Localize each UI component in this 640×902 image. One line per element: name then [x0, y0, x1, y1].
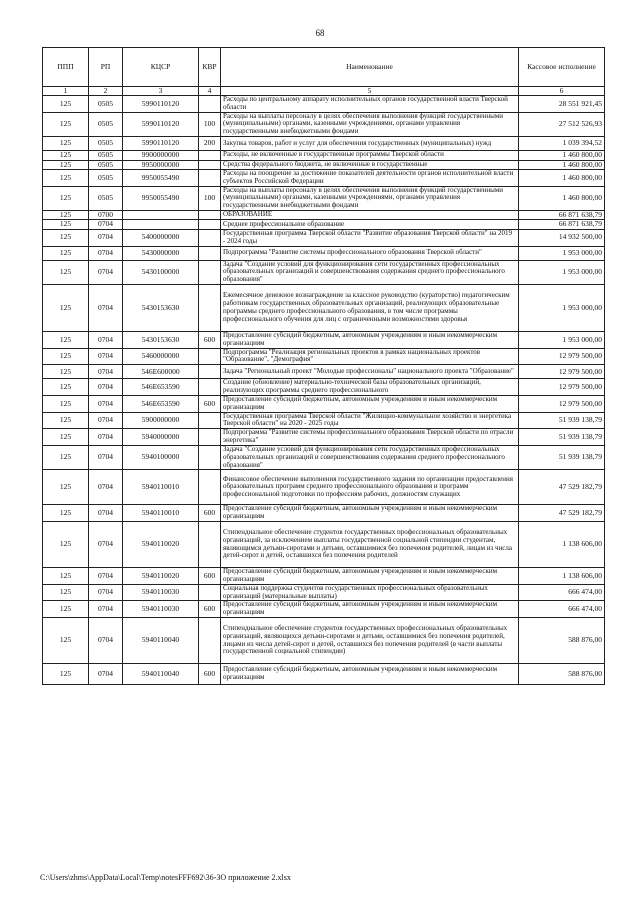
cell-name: Социальная поддержка студентов государственных профессиональных образовательных организаций (материальные выплаты) [221, 584, 519, 601]
cell-kcsr: 5900000000 [123, 412, 199, 429]
cell-ppp: 125 [43, 186, 89, 210]
table-row [43, 365, 605, 379]
cell-rp: 0700 [89, 211, 123, 220]
cell-name: Стипендиальное обеспечение студентов государственных профессиональных образовательных организаций, являющихся детьми-сиротами и детьми, оставшимися без попечения родителей, лицами из числа детей-сирот и детей, оставшихся без попечения родителей (в части выплаты государственной социальной стипендии) [221, 618, 519, 664]
table-row [43, 151, 605, 160]
table-row [43, 568, 605, 585]
cell-rp: 0505 [89, 112, 123, 136]
cell-name: Предоставление субсидий бюджетным, автономным учреждениям и иным некоммерческим организациям [221, 331, 519, 348]
cell-rp: 0704 [89, 664, 123, 685]
cell-name: Среднее профессиональное образование [221, 220, 519, 229]
cell-rp: 0704 [89, 229, 123, 246]
cell-amount: 1 460 800,00 [519, 186, 605, 210]
table-row [43, 112, 605, 136]
cell-kvr: 200 [199, 137, 221, 151]
cell-rp: 0505 [89, 137, 123, 151]
file-path-footer: C:\Users\zhms\AppData\Local\Temp\notesFFF692\36-ЗО приложение 2.xlsx [40, 873, 291, 882]
cell-amount: 51 939 138,79 [519, 445, 605, 469]
cell-amount: 1 138 606,00 [519, 522, 605, 568]
cell-kvr: 600 [199, 505, 221, 522]
cell-kcsr: 5940110040 [123, 618, 199, 664]
cell-name: Ежемесячное денежное вознаграждение за классное руководство (кураторство) педагогическим работникам государственных образовательных организаций, реализующих образовательные программы среднего профессионального образования, в том числе программы профессионального обучения для лиц с ограниченными возможностями здоровья [221, 284, 519, 331]
table-row [43, 470, 605, 505]
cell-ppp: 125 [43, 137, 89, 151]
cell-kcsr: 5940110020 [123, 568, 199, 585]
cell-amount: 1 953 000,00 [519, 260, 605, 284]
cell-ppp: 125 [43, 395, 89, 412]
cell-rp: 0704 [89, 445, 123, 469]
col-header-name: Наименование [221, 48, 519, 87]
cell-rp: 0505 [89, 169, 123, 186]
budget-execution-table [42, 47, 605, 685]
page-number: 68 [315, 28, 325, 38]
col-header-kvr: КВР [199, 48, 221, 87]
table-row [43, 229, 605, 246]
cell-kvr [199, 618, 221, 664]
table-row [43, 348, 605, 365]
cell-ppp: 125 [43, 522, 89, 568]
cell-name: Подпрограмма "Развитие системы профессионального образования Тверской области по отрасли энергетика" [221, 429, 519, 446]
cell-kvr: 600 [199, 331, 221, 348]
col-header-amount: Кассовое исполнение [519, 48, 605, 87]
cell-kvr [199, 470, 221, 505]
cell-ppp: 125 [43, 211, 89, 220]
cell-amount: 12 979 500,00 [519, 365, 605, 379]
table-row [43, 505, 605, 522]
cell-kvr [199, 584, 221, 601]
cell-kvr: 600 [199, 568, 221, 585]
cell-kvr [199, 160, 221, 169]
table-row [43, 186, 605, 210]
cell-rp: 0704 [89, 584, 123, 601]
index-cell: 5 [221, 87, 519, 96]
cell-ppp: 125 [43, 169, 89, 186]
cell-amount: 51 939 138,79 [519, 412, 605, 429]
cell-amount: 1 138 606,00 [519, 568, 605, 585]
cell-ppp: 125 [43, 229, 89, 246]
cell-name: Государственная программа Тверской области "Жилищно-коммунальное хозяйство и энергетика Тверской области" на 2020 - 2025 годы [221, 412, 519, 429]
cell-amount: 47 529 182,79 [519, 505, 605, 522]
cell-amount: 1 953 000,00 [519, 246, 605, 260]
cell-kvr [199, 229, 221, 246]
cell-kvr [199, 211, 221, 220]
cell-ppp: 125 [43, 601, 89, 618]
cell-kcsr: 546E653590 [123, 379, 199, 396]
cell-kcsr: 5990110120 [123, 112, 199, 136]
cell-amount: 14 932 500,00 [519, 229, 605, 246]
cell-ppp: 125 [43, 379, 89, 396]
cell-rp: 0704 [89, 429, 123, 446]
cell-amount: 1 460 800,00 [519, 169, 605, 186]
cell-amount: 1 460 800,00 [519, 151, 605, 160]
cell-ppp: 125 [43, 284, 89, 331]
table-row [43, 160, 605, 169]
cell-rp: 0704 [89, 522, 123, 568]
cell-rp: 0704 [89, 348, 123, 365]
cell-rp: 0704 [89, 395, 123, 412]
cell-amount: 27 512 526,93 [519, 112, 605, 136]
cell-amount: 28 551 921,45 [519, 96, 605, 113]
cell-amount: 1 953 000,00 [519, 284, 605, 331]
cell-kcsr: 546E600000 [123, 365, 199, 379]
cell-kcsr: 9950000000 [123, 160, 199, 169]
table-row [43, 412, 605, 429]
cell-kvr: 100 [199, 112, 221, 136]
cell-kcsr: 5460000000 [123, 348, 199, 365]
cell-kcsr: 5940110030 [123, 584, 199, 601]
cell-kcsr: 9950055490 [123, 169, 199, 186]
table-row [43, 445, 605, 469]
cell-rp: 0704 [89, 379, 123, 396]
column-index-row [43, 87, 605, 96]
cell-ppp: 125 [43, 584, 89, 601]
cell-amount: 1 953 000,00 [519, 331, 605, 348]
cell-kvr [199, 96, 221, 113]
col-header-ppp: ППП [43, 48, 89, 87]
table-row [43, 618, 605, 664]
cell-name: Финансовое обеспечение выполнения государственного задания по организации предоставления образовательных программ среднего профессионального образования и программ профессиональной подготовки по профессиям рабочих, должностям служащих [221, 470, 519, 505]
cell-name: Расходы на выплаты персоналу в целях обеспечения выполнения функций государственными (муниципальными) органами, казенными учреждениями, органами управления государственными внебюджетными фондами [221, 186, 519, 210]
cell-kvr: 600 [199, 395, 221, 412]
cell-name: Расходы по центральному аппарату исполнительных органов государственной власти Тверской области [221, 96, 519, 113]
table-row [43, 331, 605, 348]
cell-kcsr: 5990110120 [123, 96, 199, 113]
cell-amount: 666 474,00 [519, 601, 605, 618]
cell-ppp: 125 [43, 664, 89, 685]
cell-ppp: 125 [43, 260, 89, 284]
cell-name: Стипендиальное обеспечение студентов государственных профессиональных образовательных организаций, за исключением выплаты государственной социальной стипендии студентам, являющимся детьми-сиротами и детьми, оставшимися без попечения родителей, лицам из числа детей-сирот и детей, оставшихся без попечения родителей [221, 522, 519, 568]
cell-kvr [199, 284, 221, 331]
cell-name: Расходы на поощрение за достижение показателей деятельности органов исполнительной власти субъектов Российской Федерации [221, 169, 519, 186]
cell-name: Задача "Создание условий для функционирования сети государственных профессиональных образовательных организаций и совершенствования содержания среднего профессионального образования" [221, 445, 519, 469]
cell-rp: 0704 [89, 284, 123, 331]
cell-rp: 0704 [89, 505, 123, 522]
cell-kcsr: 5940110020 [123, 522, 199, 568]
cell-rp: 0704 [89, 601, 123, 618]
cell-rp: 0704 [89, 220, 123, 229]
col-header-kcsr: КЦСР [123, 48, 199, 87]
cell-kvr [199, 379, 221, 396]
cell-ppp: 125 [43, 412, 89, 429]
cell-kvr [199, 151, 221, 160]
cell-rp: 0704 [89, 618, 123, 664]
cell-kvr: 100 [199, 186, 221, 210]
table-row [43, 220, 605, 229]
table-row [43, 395, 605, 412]
cell-kcsr: 9900000000 [123, 151, 199, 160]
cell-ppp: 125 [43, 445, 89, 469]
cell-name: Предоставление субсидий бюджетным, автономным учреждениям и иным некоммерческим организациям [221, 601, 519, 618]
cell-ppp: 125 [43, 96, 89, 113]
table-row [43, 137, 605, 151]
cell-kvr [199, 169, 221, 186]
cell-ppp: 125 [43, 348, 89, 365]
cell-rp: 0704 [89, 568, 123, 585]
col-header-rp: РП [89, 48, 123, 87]
cell-kcsr: 9950055490 [123, 186, 199, 210]
cell-rp: 0704 [89, 470, 123, 505]
cell-kcsr: 5940000000 [123, 429, 199, 446]
index-cell: 6 [519, 87, 605, 96]
cell-name: Расходы, не включенные в государственные программы Тверской области [221, 151, 519, 160]
table-row [43, 522, 605, 568]
cell-kvr [199, 412, 221, 429]
cell-ppp: 125 [43, 331, 89, 348]
cell-name: Предоставление субсидий бюджетным, автономным учреждениям и иным некоммерческим организациям [221, 664, 519, 685]
cell-kvr [199, 260, 221, 284]
cell-rp: 0505 [89, 186, 123, 210]
cell-amount: 51 939 138,79 [519, 429, 605, 446]
table-row [43, 601, 605, 618]
cell-ppp: 125 [43, 246, 89, 260]
cell-name: Задача "Региональный проект "Молодые профессионалы" национального проекта "Образование" [221, 365, 519, 379]
cell-name: Предоставление субсидий бюджетным, автономным учреждениям и иным некоммерческим организациям [221, 395, 519, 412]
cell-kcsr: 5400000000 [123, 229, 199, 246]
index-cell: 1 [43, 87, 89, 96]
cell-amount: 1 460 800,00 [519, 160, 605, 169]
cell-ppp: 125 [43, 505, 89, 522]
cell-kcsr [123, 220, 199, 229]
cell-kcsr: 5430153630 [123, 284, 199, 331]
cell-name: Предоставление субсидий бюджетным, автономным учреждениям и иным некоммерческим организациям [221, 505, 519, 522]
cell-amount: 588 876,00 [519, 618, 605, 664]
table-row [43, 211, 605, 220]
cell-amount: 12 979 500,00 [519, 348, 605, 365]
cell-kvr: 600 [199, 664, 221, 685]
index-cell: 3 [123, 87, 199, 96]
cell-kvr [199, 429, 221, 446]
cell-kvr: 600 [199, 601, 221, 618]
cell-rp: 0704 [89, 260, 123, 284]
cell-amount: 666 474,00 [519, 584, 605, 601]
table-row [43, 246, 605, 260]
cell-kcsr: 5940100000 [123, 445, 199, 469]
cell-ppp: 125 [43, 568, 89, 585]
cell-kvr [199, 365, 221, 379]
header-row [43, 48, 605, 87]
cell-kcsr [123, 211, 199, 220]
cell-name: Подпрограмма "Развитие системы профессионального образования Тверской области" [221, 246, 519, 260]
index-cell: 4 [199, 87, 221, 96]
cell-rp: 0505 [89, 160, 123, 169]
cell-name: Средства федерального бюджета, не включенные в государственные [221, 160, 519, 169]
cell-kvr [199, 522, 221, 568]
cell-name: Расходы на выплаты персоналу в целях обеспечения выполнения функций государственными (муниципальными) органами, казенными учреждениями, органами управления государственными внебюджетными фондами [221, 112, 519, 136]
cell-kvr [199, 348, 221, 365]
cell-name: ОБРАЗОВАНИЕ [221, 211, 519, 220]
table-row [43, 169, 605, 186]
cell-ppp: 125 [43, 365, 89, 379]
cell-ppp: 125 [43, 160, 89, 169]
table-row [43, 584, 605, 601]
cell-amount: 1 039 394,52 [519, 137, 605, 151]
table-row [43, 284, 605, 331]
cell-rp: 0704 [89, 246, 123, 260]
cell-kvr [199, 445, 221, 469]
cell-kcsr: 5430000000 [123, 246, 199, 260]
table-row [43, 379, 605, 396]
cell-kcsr: 546E653590 [123, 395, 199, 412]
cell-ppp: 125 [43, 151, 89, 160]
cell-amount: 47 529 182,79 [519, 470, 605, 505]
cell-amount: 588 876,00 [519, 664, 605, 685]
cell-kvr [199, 220, 221, 229]
cell-name: Задача "Создание условий для функционирования сети государственных профессиональных образовательных организаций и совершенствования содержания среднего профессионального образования" [221, 260, 519, 284]
table-row [43, 96, 605, 113]
cell-kcsr: 5430100000 [123, 260, 199, 284]
index-cell: 2 [89, 87, 123, 96]
cell-name: Государственная программа Тверской области "Развитие образования Тверской области" на 2019 - 2024 годы [221, 229, 519, 246]
cell-rp: 0704 [89, 412, 123, 429]
table-row [43, 664, 605, 685]
cell-kcsr: 5940110040 [123, 664, 199, 685]
cell-kcsr: 5940110030 [123, 601, 199, 618]
cell-ppp: 125 [43, 112, 89, 136]
cell-name: Подпрограмма "Реализация региональных проектов в рамках национальных проектов "Образование", "Демография" [221, 348, 519, 365]
table-row [43, 429, 605, 446]
cell-name: Закупка товаров, работ и услуг для обеспечения государственных (муниципальных) нужд [221, 137, 519, 151]
cell-name: Создание (обновление) материально-технической базы образовательных организаций, реализующих программы среднего профессионального [221, 379, 519, 396]
cell-kcsr: 5940110010 [123, 505, 199, 522]
cell-amount: 66 871 638,79 [519, 220, 605, 229]
cell-amount: 12 979 500,00 [519, 395, 605, 412]
cell-name: Предоставление субсидий бюджетным, автономным учреждениям и иным некоммерческим организациям [221, 568, 519, 585]
cell-ppp: 125 [43, 220, 89, 229]
cell-rp: 0704 [89, 365, 123, 379]
cell-kcsr: 5430153630 [123, 331, 199, 348]
cell-amount: 66 871 638,79 [519, 211, 605, 220]
cell-ppp: 125 [43, 429, 89, 446]
cell-kvr [199, 246, 221, 260]
cell-kcsr: 5990110120 [123, 137, 199, 151]
cell-kcsr: 5940110010 [123, 470, 199, 505]
cell-rp: 0505 [89, 96, 123, 113]
cell-ppp: 125 [43, 618, 89, 664]
cell-amount: 12 979 500,00 [519, 379, 605, 396]
table-row [43, 260, 605, 284]
cell-rp: 0505 [89, 151, 123, 160]
cell-rp: 0704 [89, 331, 123, 348]
cell-ppp: 125 [43, 470, 89, 505]
